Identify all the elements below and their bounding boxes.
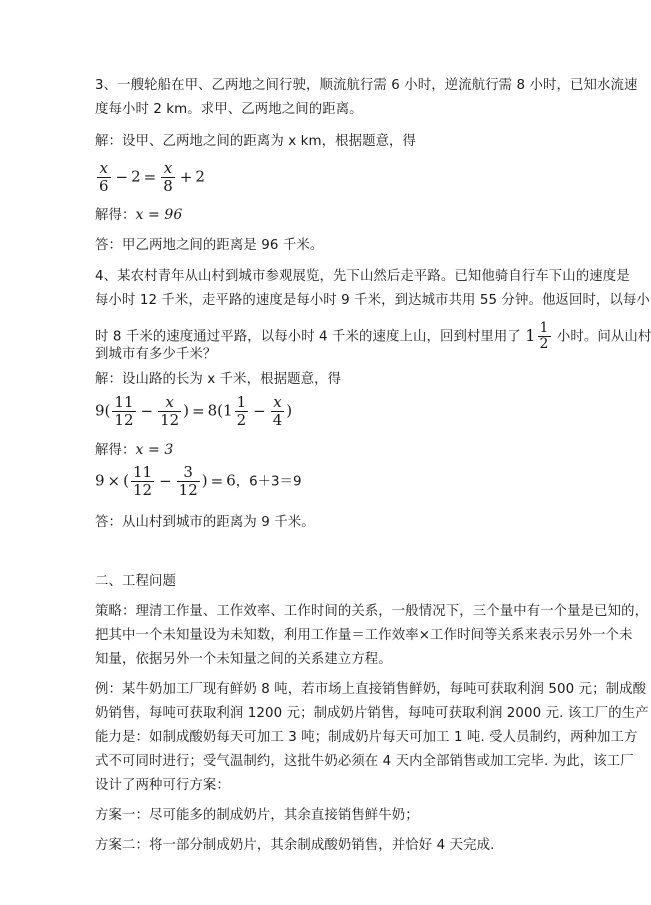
example-line-1: 例：某牛奶加工厂现有鲜奶 8 吨，若市场上直接销售鲜奶，每吨可获取利润 500 元；制成酸: [95, 682, 647, 697]
example-line-5: 设计了两种可行方案：: [95, 778, 230, 793]
strategy-line-1: 策略：理清工作量、工作效率、工作时间的关系，一般情况下，三个量中有一个量是已知的，: [95, 604, 649, 619]
solution-value: x = 3: [135, 442, 174, 458]
plan-2: 方案二：将一部分制成奶片，其余制成酸奶销售，并恰好 4 天完成.: [95, 838, 495, 853]
problem-4-check: 9 × ( $\frac{11}{12}$ − $\frac{3}{12}$ ) = 6，6＋3＝9: [95, 463, 302, 499]
problem-4-setup: 解：设山路的长为 x 千米，根据题意，得: [95, 372, 342, 387]
plan-1: 方案一：尽可能多的制成奶片，其余直接销售鲜牛奶；: [95, 808, 419, 823]
example-line-2: 奶销售，每吨可获取利润 1200 元；制成奶片销售，每吨可获取利润 2000 元. 该工厂的生产: [95, 706, 649, 721]
solution-value: x = 96: [135, 207, 183, 223]
strategy-line-2: 把其中一个未知量设为未知数，利用工作量＝工作效率×工作时间等关系来表示另外一个未: [95, 628, 633, 643]
line-3-text-b: 小时。问从山村: [556, 329, 651, 345]
strategy-line-3: 知量，依据另外一个未知量之间的关系建立方程。: [95, 652, 392, 667]
problem-3-line-1: 3、一艘轮船在甲、乙两地之间行驶，顺流航行需 6 小时，逆流航行需 8 小时，已知水流速: [95, 78, 638, 93]
problem-3-equation: $\frac{x}{6}$ − 2 = $\frac{x}{8}$ + 2: [99, 159, 205, 195]
problem-4-line-4: 到城市有多少千米？: [95, 347, 217, 362]
problem-4-equation: 9( $\frac{11}{12}$ − $\frac{x}{12}$ ) = 8(1 $\frac{1}{2}$ − $\frac{x}{4}$ ): [95, 393, 293, 429]
problem-3-setup: 解：设甲、乙两地之间的距离为 x km，根据题意，得: [95, 134, 417, 149]
problem-3-line-2: 度每小时 2 km。求甲、乙两地之间的距离。: [95, 102, 363, 117]
mixed-fraction-one-and-half: 1 $\frac{1}{2}$: [525, 320, 549, 352]
problem-4-line-1: 4、某农村青年从山村到城市参观展览，先下山然后走平路。已知他骑自行车下山的速度是: [95, 269, 630, 284]
problem-4-answer: 答：从山村到城市的距离为 9 千米。: [95, 515, 315, 530]
problem-4-line-2: 每小时 12 千米，走平路的速度是每小时 9 千米，到达城市共用 55 分钟。他返回时，以每小: [95, 293, 650, 308]
check-tail: ，6＋3＝9: [235, 474, 302, 490]
example-line-4: 式不可同时进行；受气温制约，这批牛奶必须在 4 天内全部销售或加工完毕. 为此，该工厂: [95, 754, 634, 769]
solve-label: 解得：: [95, 208, 136, 223]
line-3-text-a: 时 8 千米的速度通过平路，以每小时 4 千米的速度上山，回到村里用了: [95, 329, 521, 345]
problem-3-solution: [95, 206, 182, 225]
problem-4-solution: [95, 441, 173, 460]
example-line-3: 能力是：如制成酸奶每天可加工 3 吨；制成奶片每天可加工 1 吨. 受人员制约，两种加工方: [95, 730, 638, 745]
solve-label: 解得：: [95, 443, 136, 458]
section-heading: 二、工程问题: [95, 574, 176, 589]
problem-3-answer: 答：甲乙两地之间的距离是 96 千米。: [95, 238, 324, 253]
